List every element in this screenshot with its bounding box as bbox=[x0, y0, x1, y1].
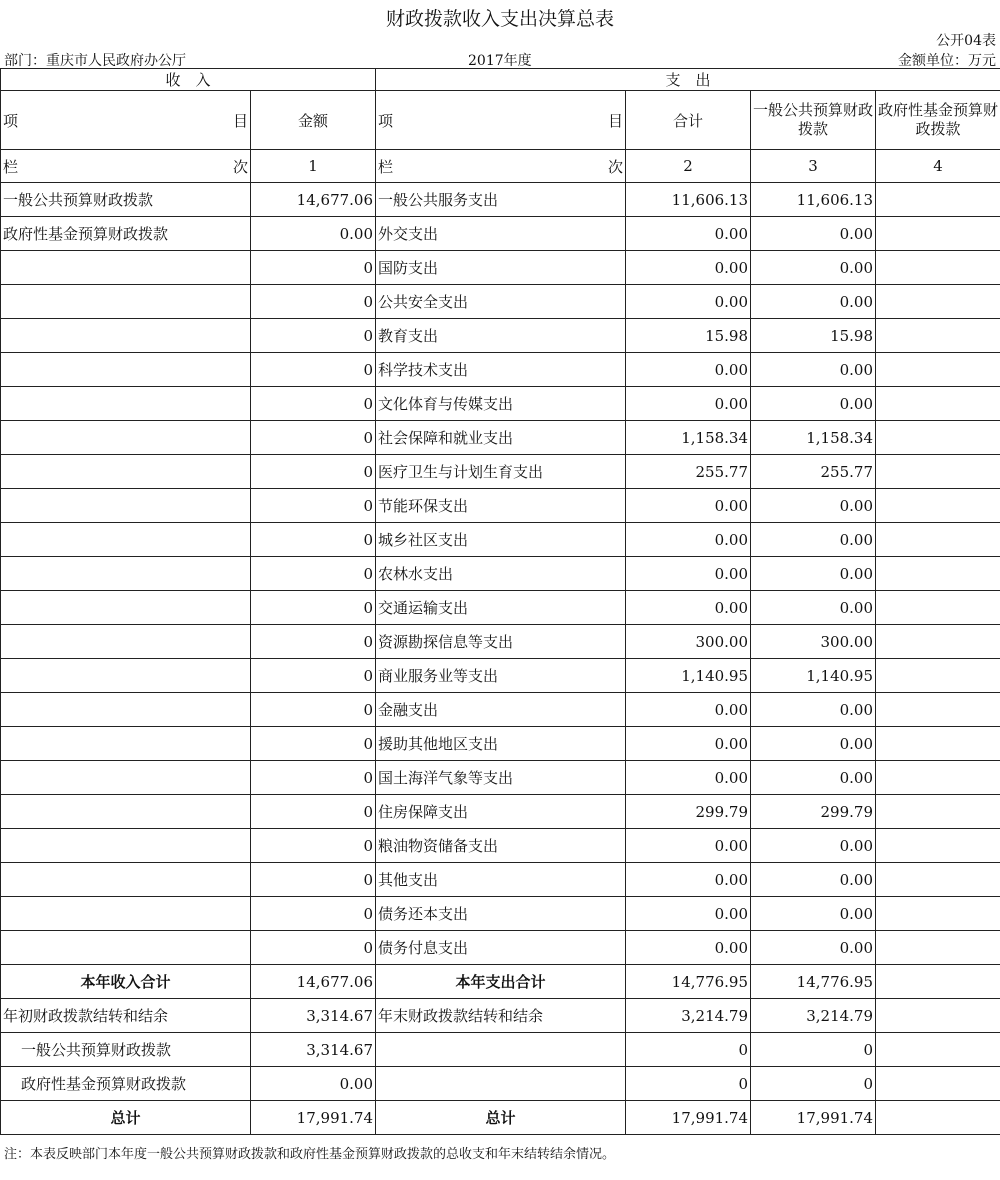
expense-total-cell: 1,140.95 bbox=[626, 659, 751, 693]
column-header-row bbox=[1, 91, 1000, 150]
expense-fund-cell bbox=[876, 727, 1000, 761]
expense-item-cell: 城乡社区支出 bbox=[376, 523, 626, 557]
table-row bbox=[1, 353, 1000, 387]
expense-item-cell: 金融支出 bbox=[376, 693, 626, 727]
expense-item-cell: 资源勘探信息等支出 bbox=[376, 625, 626, 659]
expense-fund-cell bbox=[876, 421, 1000, 455]
expense-fund-cell bbox=[876, 761, 1000, 795]
income-amount-cell: 0 bbox=[251, 625, 376, 659]
expense-general-cell: 0.00 bbox=[751, 829, 876, 863]
expense-total-cell: 0.00 bbox=[626, 387, 751, 421]
index-col-4: 4 bbox=[876, 150, 1000, 183]
income-amount-cell: 0 bbox=[251, 761, 376, 795]
expense-section-header: 支 出 bbox=[376, 69, 1000, 91]
end-balance-label: 年末财政拨款结转和结余 bbox=[376, 999, 626, 1033]
table-row bbox=[1, 863, 1000, 897]
end-balance-fund bbox=[876, 999, 1000, 1033]
expense-fund-cell bbox=[876, 523, 1000, 557]
table-row bbox=[1, 625, 1000, 659]
income-amount-cell: 0 bbox=[251, 285, 376, 319]
expense-general-cell: 0.00 bbox=[751, 761, 876, 795]
expense-item-header bbox=[376, 91, 626, 150]
income-amount-cell: 14,677.06 bbox=[251, 183, 376, 217]
income-amount-cell: 0 bbox=[251, 829, 376, 863]
index-text: 次 bbox=[232, 157, 248, 176]
table-row bbox=[1, 897, 1000, 931]
income-amount-cell: 0 bbox=[251, 251, 376, 285]
expense-general-cell: 300.00 bbox=[751, 625, 876, 659]
expense-total-cell: 0.00 bbox=[626, 931, 751, 965]
expense-general-cell: 0.00 bbox=[751, 489, 876, 523]
sub2-general: 0 bbox=[751, 1067, 876, 1101]
begin-general-label: 一般公共预算财政拨款 bbox=[1, 1033, 251, 1067]
index-col-3: 3 bbox=[751, 150, 876, 183]
year-expense-label: 本年支出合计 bbox=[376, 965, 626, 999]
expense-item-cell: 外交支出 bbox=[376, 217, 626, 251]
expense-general-cell: 1,140.95 bbox=[751, 659, 876, 693]
income-item-cell bbox=[1, 727, 251, 761]
expense-fund-cell bbox=[876, 829, 1000, 863]
expense-item-cell: 公共安全支出 bbox=[376, 285, 626, 319]
income-amount-cell: 0 bbox=[251, 591, 376, 625]
expense-general-cell: 0.00 bbox=[751, 217, 876, 251]
expense-total-cell: 11,606.13 bbox=[626, 183, 751, 217]
sub2-total: 0 bbox=[626, 1067, 751, 1101]
expense-general-cell: 255.77 bbox=[751, 455, 876, 489]
expense-fund-cell bbox=[876, 183, 1000, 217]
begin-general-amount: 3,314.67 bbox=[251, 1033, 376, 1067]
income-amount-cell: 0 bbox=[251, 795, 376, 829]
index-row bbox=[1, 150, 1000, 183]
income-item-cell bbox=[1, 863, 251, 897]
expense-item-cell: 社会保障和就业支出 bbox=[376, 421, 626, 455]
expense-general-cell: 0.00 bbox=[751, 693, 876, 727]
table-row bbox=[1, 693, 1000, 727]
table-row bbox=[1, 217, 1000, 251]
expense-fund-cell bbox=[876, 285, 1000, 319]
income-amount-cell: 0 bbox=[251, 421, 376, 455]
table-row bbox=[1, 455, 1000, 489]
year-income-amount: 14,677.06 bbox=[251, 965, 376, 999]
expense-item-cell: 节能环保支出 bbox=[376, 489, 626, 523]
income-item-header bbox=[1, 91, 251, 150]
general-budget-header: 一般公共预算财政拨款 bbox=[751, 91, 876, 150]
footnote: 注：本表反映部门本年度一般公共预算财政拨款和政府性基金预算财政拨款的总收支和年末结转结余情况。 bbox=[4, 1147, 616, 1162]
expense-fund-cell bbox=[876, 693, 1000, 727]
begin-balance-label: 年初财政拨款结转和结余 bbox=[1, 999, 251, 1033]
expense-total-cell: 0.00 bbox=[626, 761, 751, 795]
amount-header: 金额 bbox=[251, 91, 376, 150]
income-item-cell: 政府性基金预算财政拨款 bbox=[1, 217, 251, 251]
expense-total-cell: 300.00 bbox=[626, 625, 751, 659]
sub1-fund bbox=[876, 1033, 1000, 1067]
expense-fund-cell bbox=[876, 387, 1000, 421]
expense-fund-cell bbox=[876, 659, 1000, 693]
grand-total-row bbox=[1, 1101, 1000, 1135]
table-row bbox=[1, 591, 1000, 625]
income-amount-cell: 0 bbox=[251, 931, 376, 965]
carryover-general-row bbox=[1, 1033, 1000, 1067]
expense-general-cell: 0.00 bbox=[751, 931, 876, 965]
begin-fund-label: 政府性基金预算财政拨款 bbox=[1, 1067, 251, 1101]
form-number: 公开04表 bbox=[936, 33, 996, 49]
expense-total-cell: 0.00 bbox=[626, 897, 751, 931]
income-item-cell bbox=[1, 455, 251, 489]
income-item-cell bbox=[1, 659, 251, 693]
income-item-cell bbox=[1, 693, 251, 727]
expense-general-cell: 0.00 bbox=[751, 897, 876, 931]
income-index-label bbox=[1, 150, 251, 183]
grand-income-amount: 17,991.74 bbox=[251, 1101, 376, 1135]
expense-fund-cell bbox=[876, 863, 1000, 897]
income-amount-cell: 0 bbox=[251, 489, 376, 523]
expense-fund-cell bbox=[876, 795, 1000, 829]
grand-expense-label: 总计 bbox=[376, 1101, 626, 1135]
expense-general-cell: 0.00 bbox=[751, 863, 876, 897]
year-total-row bbox=[1, 965, 1000, 999]
expense-total-cell: 0.00 bbox=[626, 489, 751, 523]
table-row bbox=[1, 659, 1000, 693]
year-expense-general: 14,776.95 bbox=[751, 965, 876, 999]
expense-fund-cell bbox=[876, 489, 1000, 523]
grand-expense-total: 17,991.74 bbox=[626, 1101, 751, 1135]
expense-general-cell: 0.00 bbox=[751, 387, 876, 421]
table-row bbox=[1, 931, 1000, 965]
end-balance-total: 3,214.79 bbox=[626, 999, 751, 1033]
income-amount-cell: 0 bbox=[251, 659, 376, 693]
expense-general-cell: 15.98 bbox=[751, 319, 876, 353]
expense-fund-cell bbox=[876, 931, 1000, 965]
expense-total-cell: 299.79 bbox=[626, 795, 751, 829]
income-item-cell bbox=[1, 319, 251, 353]
unit-label: 金额单位：万元 bbox=[898, 53, 996, 69]
index-text: 栏 bbox=[3, 157, 19, 176]
expense-total-cell: 0.00 bbox=[626, 591, 751, 625]
fiscal-year: 2017年度 bbox=[468, 53, 532, 69]
expense-item-cell: 国土海洋气象等支出 bbox=[376, 761, 626, 795]
expense-total-cell: 0.00 bbox=[626, 285, 751, 319]
expense-total-cell: 0.00 bbox=[626, 523, 751, 557]
expense-fund-cell bbox=[876, 557, 1000, 591]
table-row bbox=[1, 319, 1000, 353]
carryover-row bbox=[1, 999, 1000, 1033]
table-row bbox=[1, 251, 1000, 285]
expense-total-cell: 0.00 bbox=[626, 829, 751, 863]
income-item-cell bbox=[1, 931, 251, 965]
fund-budget-header: 政府性基金预算财政拨款 bbox=[876, 91, 1000, 150]
header-text: 目 bbox=[232, 111, 248, 130]
expense-item-cell: 交通运输支出 bbox=[376, 591, 626, 625]
expense-item-cell: 其他支出 bbox=[376, 863, 626, 897]
expense-total-cell: 15.98 bbox=[626, 319, 751, 353]
expense-total-cell: 0.00 bbox=[626, 557, 751, 591]
expense-general-cell: 0.00 bbox=[751, 591, 876, 625]
income-amount-cell: 0 bbox=[251, 557, 376, 591]
sub1-item bbox=[376, 1033, 626, 1067]
expense-item-cell: 债务还本支出 bbox=[376, 897, 626, 931]
begin-fund-amount: 0.00 bbox=[251, 1067, 376, 1101]
table-row bbox=[1, 523, 1000, 557]
table-row bbox=[1, 829, 1000, 863]
expense-fund-cell bbox=[876, 625, 1000, 659]
income-item-cell: 一般公共预算财政拨款 bbox=[1, 183, 251, 217]
expense-item-cell: 住房保障支出 bbox=[376, 795, 626, 829]
expense-fund-cell bbox=[876, 455, 1000, 489]
expense-general-cell: 0.00 bbox=[751, 251, 876, 285]
sub1-general: 0 bbox=[751, 1033, 876, 1067]
expense-fund-cell bbox=[876, 319, 1000, 353]
sub2-fund bbox=[876, 1067, 1000, 1101]
expense-item-cell: 债务付息支出 bbox=[376, 931, 626, 965]
income-item-cell bbox=[1, 625, 251, 659]
expense-general-cell: 11,606.13 bbox=[751, 183, 876, 217]
grand-expense-general: 17,991.74 bbox=[751, 1101, 876, 1135]
header-text: 项 bbox=[378, 111, 394, 130]
expense-fund-cell bbox=[876, 353, 1000, 387]
department-label: 部门：重庆市人民政府办公厅 bbox=[4, 53, 186, 69]
income-item-cell bbox=[1, 761, 251, 795]
expense-item-cell: 商业服务业等支出 bbox=[376, 659, 626, 693]
expense-item-cell: 文化体育与传媒支出 bbox=[376, 387, 626, 421]
header-text: 项 bbox=[3, 111, 19, 130]
income-item-cell bbox=[1, 829, 251, 863]
expense-total-cell: 1,158.34 bbox=[626, 421, 751, 455]
expense-fund-cell bbox=[876, 591, 1000, 625]
expense-item-cell: 一般公共服务支出 bbox=[376, 183, 626, 217]
income-item-cell bbox=[1, 285, 251, 319]
year-expense-total: 14,776.95 bbox=[626, 965, 751, 999]
expense-general-cell: 1,158.34 bbox=[751, 421, 876, 455]
expense-item-cell: 科学技术支出 bbox=[376, 353, 626, 387]
expense-general-cell: 0.00 bbox=[751, 523, 876, 557]
budget-table bbox=[0, 68, 1000, 1135]
grand-expense-fund bbox=[876, 1101, 1000, 1135]
report-meta bbox=[0, 50, 1000, 68]
income-item-cell bbox=[1, 387, 251, 421]
index-col-1: 1 bbox=[251, 150, 376, 183]
header-text: 目 bbox=[608, 111, 624, 130]
end-balance-general: 3,214.79 bbox=[751, 999, 876, 1033]
sub2-item bbox=[376, 1067, 626, 1101]
expense-total-cell: 0.00 bbox=[626, 863, 751, 897]
expense-general-cell: 299.79 bbox=[751, 795, 876, 829]
expense-index-label bbox=[376, 150, 626, 183]
income-item-cell bbox=[1, 251, 251, 285]
expense-total-cell: 0.00 bbox=[626, 693, 751, 727]
expense-item-cell: 援助其他地区支出 bbox=[376, 727, 626, 761]
expense-general-cell: 0.00 bbox=[751, 557, 876, 591]
report-title: 财政拨款收入支出决算总表 bbox=[385, 8, 614, 30]
income-item-cell bbox=[1, 557, 251, 591]
expense-item-cell: 医疗卫生与计划生育支出 bbox=[376, 455, 626, 489]
expense-item-cell: 粮油物资储备支出 bbox=[376, 829, 626, 863]
year-expense-fund bbox=[876, 965, 1000, 999]
table-row bbox=[1, 387, 1000, 421]
table-row bbox=[1, 557, 1000, 591]
expense-total-cell: 0.00 bbox=[626, 217, 751, 251]
income-item-cell bbox=[1, 897, 251, 931]
income-amount-cell: 0 bbox=[251, 455, 376, 489]
income-amount-cell: 0 bbox=[251, 353, 376, 387]
expense-item-cell: 农林水支出 bbox=[376, 557, 626, 591]
expense-total-cell: 0.00 bbox=[626, 251, 751, 285]
table-row bbox=[1, 285, 1000, 319]
income-item-cell bbox=[1, 421, 251, 455]
income-item-cell bbox=[1, 353, 251, 387]
expense-total-cell: 0.00 bbox=[626, 727, 751, 761]
expense-general-cell: 0.00 bbox=[751, 727, 876, 761]
table-row bbox=[1, 421, 1000, 455]
table-row bbox=[1, 489, 1000, 523]
income-amount-cell: 0 bbox=[251, 863, 376, 897]
income-amount-cell: 0 bbox=[251, 897, 376, 931]
income-amount-cell: 0 bbox=[251, 523, 376, 557]
index-col-2: 2 bbox=[626, 150, 751, 183]
income-amount-cell: 0 bbox=[251, 319, 376, 353]
sub1-total: 0 bbox=[626, 1033, 751, 1067]
income-item-cell bbox=[1, 523, 251, 557]
section-header-row bbox=[1, 69, 1000, 91]
income-item-cell bbox=[1, 489, 251, 523]
index-text: 次 bbox=[608, 157, 624, 176]
income-amount-cell: 0.00 bbox=[251, 217, 376, 251]
income-item-cell bbox=[1, 795, 251, 829]
carryover-fund-row bbox=[1, 1067, 1000, 1101]
expense-fund-cell bbox=[876, 251, 1000, 285]
grand-income-label: 总计 bbox=[1, 1101, 251, 1135]
begin-balance-amount: 3,314.67 bbox=[251, 999, 376, 1033]
income-amount-cell: 0 bbox=[251, 693, 376, 727]
expense-item-cell: 教育支出 bbox=[376, 319, 626, 353]
income-amount-cell: 0 bbox=[251, 387, 376, 421]
total-header: 合计 bbox=[626, 91, 751, 150]
expense-fund-cell bbox=[876, 897, 1000, 931]
expense-total-cell: 255.77 bbox=[626, 455, 751, 489]
income-amount-cell: 0 bbox=[251, 727, 376, 761]
table-row bbox=[1, 795, 1000, 829]
table-row bbox=[1, 727, 1000, 761]
expense-fund-cell bbox=[876, 217, 1000, 251]
income-item-cell bbox=[1, 591, 251, 625]
year-income-label: 本年收入合计 bbox=[1, 965, 251, 999]
expense-general-cell: 0.00 bbox=[751, 353, 876, 387]
index-text: 栏 bbox=[378, 157, 394, 176]
table-row bbox=[1, 183, 1000, 217]
income-section-header: 收 入 bbox=[1, 69, 376, 91]
expense-item-cell: 国防支出 bbox=[376, 251, 626, 285]
expense-general-cell: 0.00 bbox=[751, 285, 876, 319]
expense-total-cell: 0.00 bbox=[626, 353, 751, 387]
table-row bbox=[1, 761, 1000, 795]
